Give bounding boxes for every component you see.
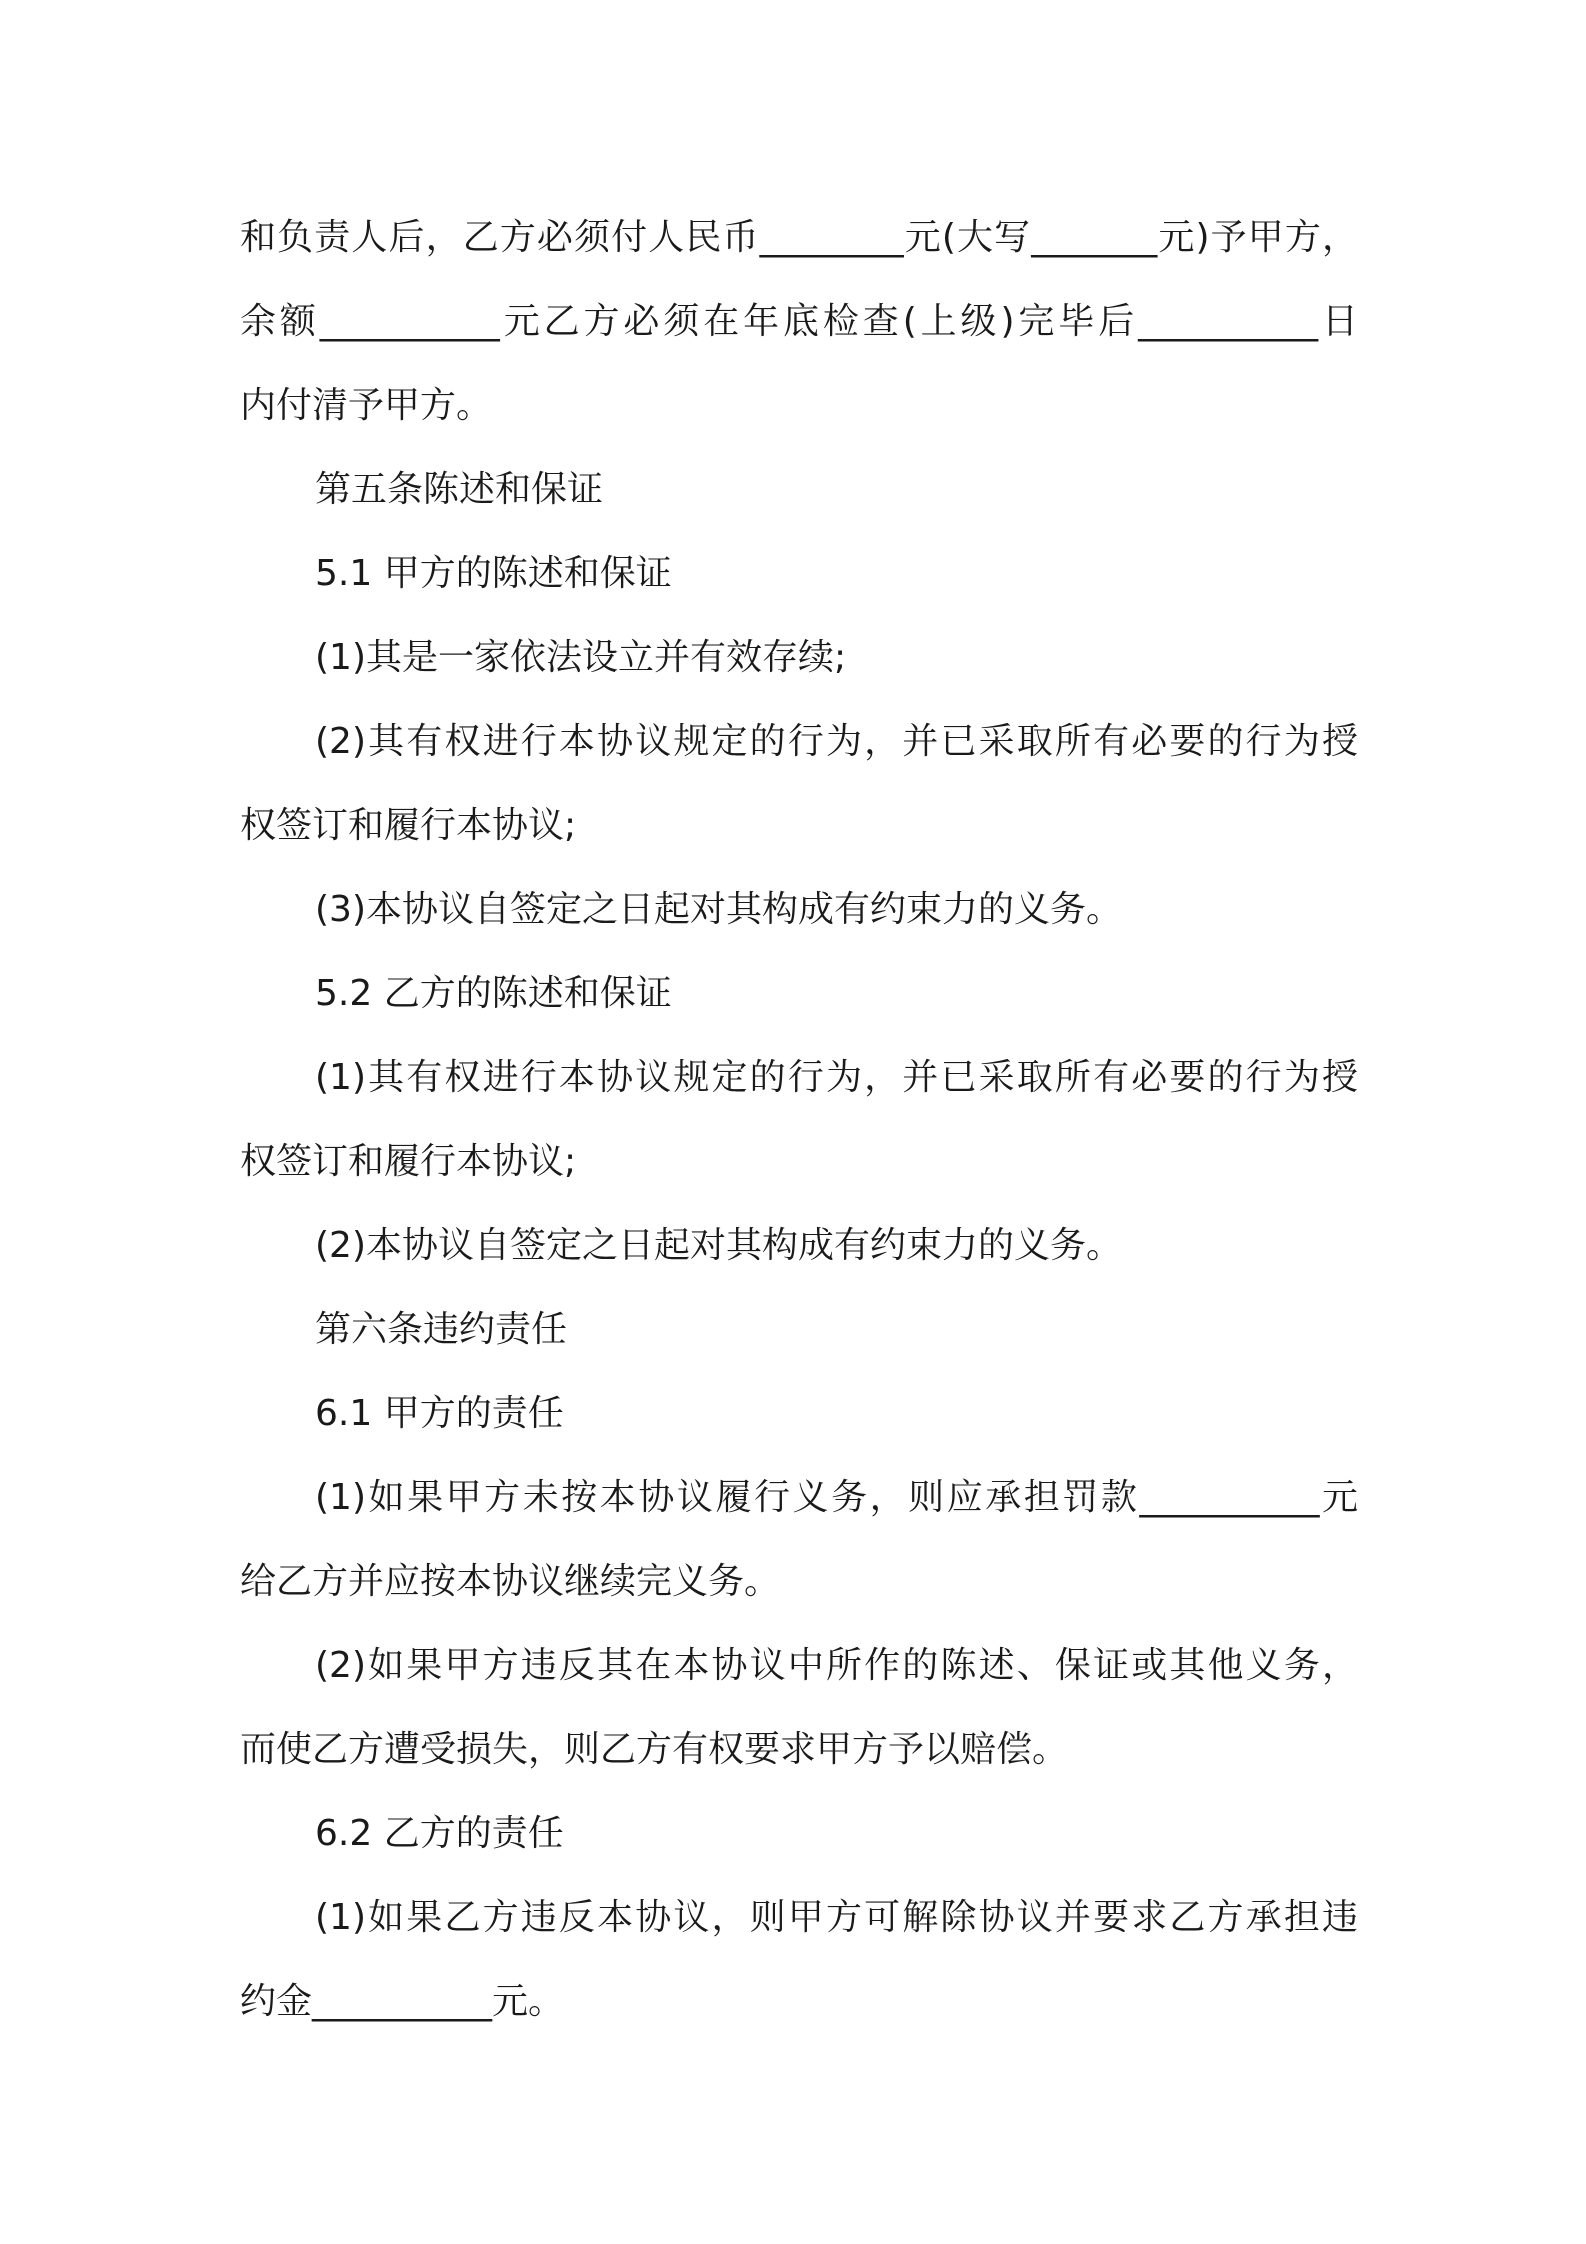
- clause-line: (2)本协议自签定之日起对其构成有约束力的义务。: [315, 1225, 1122, 1266]
- clause-line: 给乙方并应按本协议继续完义务。: [240, 1561, 781, 1602]
- clause-line: 约金__________元。: [240, 1981, 565, 2022]
- article-heading: 第五条陈述和保证: [315, 469, 604, 510]
- section-heading: 6.2 乙方的责任: [315, 1813, 564, 1854]
- clause-line: (2)如果甲方违反其在本协议中所作的陈述、保证或其他义务，: [315, 1645, 1358, 1686]
- clause-line: (1)如果乙方违反本协议，则甲方可解除协议并要求乙方承担违: [315, 1897, 1358, 1938]
- section-heading: 6.1 甲方的责任: [315, 1393, 564, 1434]
- clause-line: 权签订和履行本协议;: [240, 805, 577, 846]
- clause-line: (2)其有权进行本协议规定的行为，并已采取所有必要的行为授: [315, 721, 1358, 762]
- document-body: [240, 196, 1358, 2044]
- clause-line: (1)如果甲方未按本协议履行义务，则应承担罚款__________元: [315, 1477, 1358, 1518]
- clause-line: 而使乙方遭受损失，则乙方有权要求甲方予以赔偿。: [240, 1729, 1069, 1770]
- paragraph-line: 内付清予甲方。: [240, 385, 493, 426]
- section-heading: 5.1 甲方的陈述和保证: [315, 553, 672, 594]
- section-heading: 5.2 乙方的陈述和保证: [315, 973, 672, 1014]
- clause-line: (1)其有权进行本协议规定的行为，并已采取所有必要的行为授: [315, 1057, 1358, 1098]
- paragraph-line: 和负责人后，乙方必须付人民币________元(大写_______元)予甲方，: [240, 217, 1358, 258]
- article-heading: 第六条违约责任: [315, 1309, 568, 1350]
- clause-line: (1)其是一家依法设立并有效存续;: [315, 637, 847, 678]
- clause-line: (3)本协议自签定之日起对其构成有约束力的义务。: [315, 889, 1122, 930]
- paragraph-line: 余额__________元乙方必须在年底检查(上级)完毕后__________日: [240, 301, 1358, 342]
- clause-line: 权签订和履行本协议;: [240, 1141, 577, 1182]
